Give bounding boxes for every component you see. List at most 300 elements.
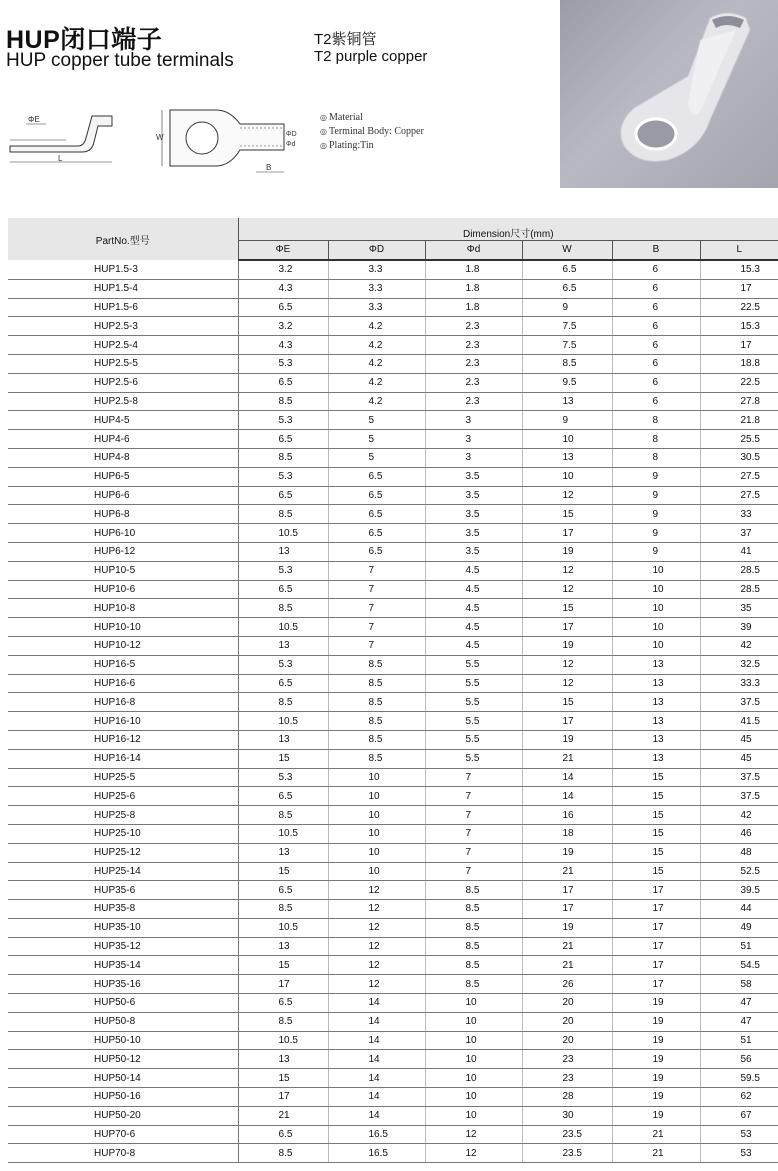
- table-row: [8, 900, 778, 919]
- title-chinese: HUP闭口端子: [6, 26, 163, 54]
- phi-e-cell: 5.3: [238, 467, 328, 486]
- phi-e-cell: 8.5: [238, 448, 328, 467]
- part-number-cell: HUP2.5-3: [8, 317, 238, 336]
- phi-e-cell: 6.5: [238, 1125, 328, 1144]
- l-cell: 39: [700, 618, 778, 637]
- w-cell: 23: [522, 1050, 612, 1069]
- b-cell: 19: [612, 1050, 700, 1069]
- w-cell: 12: [522, 486, 612, 505]
- phi-d-cell: 14: [328, 1012, 425, 1031]
- part-number-cell: HUP2.5-6: [8, 373, 238, 392]
- table-row: [8, 768, 778, 787]
- l-cell: 44: [700, 900, 778, 919]
- spec-list: [320, 111, 424, 153]
- table-row: [8, 354, 778, 373]
- phi-d-cell: 12: [328, 975, 425, 994]
- phi-d-small-cell: 5.5: [425, 674, 522, 693]
- w-cell: 17: [522, 900, 612, 919]
- table-row: [8, 561, 778, 580]
- part-number-cell: HUP6-8: [8, 505, 238, 524]
- w-cell: 8.5: [522, 354, 612, 373]
- phi-d-cell: 7: [328, 636, 425, 655]
- phi-d-small-cell: 7: [425, 787, 522, 806]
- table-row: [8, 693, 778, 712]
- b-cell: 8: [612, 448, 700, 467]
- table-row: [8, 1125, 778, 1144]
- w-cell: 9: [522, 411, 612, 430]
- b-cell: 19: [612, 1088, 700, 1107]
- table-row: [8, 580, 778, 599]
- w-cell: 30: [522, 1106, 612, 1125]
- phi-d-cell: 4.2: [328, 354, 425, 373]
- b-cell: 10: [612, 636, 700, 655]
- part-number-cell: HUP16-5: [8, 655, 238, 674]
- part-number-cell: HUP25-6: [8, 787, 238, 806]
- phi-d-small-cell: 8.5: [425, 900, 522, 919]
- part-number-cell: HUP35-14: [8, 956, 238, 975]
- w-cell: 20: [522, 994, 612, 1013]
- table-row: [8, 1088, 778, 1107]
- b-cell: 13: [612, 749, 700, 768]
- phi-d-small-cell: 7: [425, 806, 522, 825]
- phi-e-cell: 5.3: [238, 354, 328, 373]
- table-row: [8, 636, 778, 655]
- phi-d-cell: 7: [328, 599, 425, 618]
- dimension-table: [8, 218, 778, 1163]
- w-cell: 15: [522, 599, 612, 618]
- l-cell: 27.8: [700, 392, 778, 411]
- b-cell: 17: [612, 918, 700, 937]
- part-number-cell: HUP25-12: [8, 843, 238, 862]
- l-cell: 62: [700, 1088, 778, 1107]
- phi-d-small-cell: 10: [425, 1031, 522, 1050]
- table-row: [8, 505, 778, 524]
- table-row: [8, 317, 778, 336]
- l-cell: 15.3: [700, 317, 778, 336]
- l-cell: 21.8: [700, 411, 778, 430]
- w-cell: 12: [522, 674, 612, 693]
- phi-d-cell: 3.3: [328, 260, 425, 279]
- part-number-cell: HUP16-12: [8, 730, 238, 749]
- table-row: [8, 1069, 778, 1088]
- b-cell: 19: [612, 994, 700, 1013]
- table-row: [8, 1106, 778, 1125]
- phi-e-cell: 4.3: [238, 336, 328, 355]
- phi-e-cell: 13: [238, 1050, 328, 1069]
- table-row: [8, 599, 778, 618]
- phi-d-small-cell: 7: [425, 824, 522, 843]
- part-number-cell: HUP25-8: [8, 806, 238, 825]
- part-number-cell: HUP16-8: [8, 693, 238, 712]
- phi-e-cell: 6.5: [238, 373, 328, 392]
- table-row: [8, 712, 778, 731]
- l-cell: 33: [700, 505, 778, 524]
- w-cell: 21: [522, 956, 612, 975]
- w-cell: 17: [522, 712, 612, 731]
- l-cell: 28.5: [700, 561, 778, 580]
- phi-d-small-cell: 3: [425, 411, 522, 430]
- table-row: [8, 1012, 778, 1031]
- phi-e-cell: 15: [238, 1069, 328, 1088]
- material-chinese: T2紫铜管: [314, 31, 377, 48]
- w-cell: 12: [522, 580, 612, 599]
- part-number-cell: HUP25-10: [8, 824, 238, 843]
- phi-d-cell: 10: [328, 768, 425, 787]
- b-cell: 9: [612, 542, 700, 561]
- l-cell: 45: [700, 749, 778, 768]
- w-cell: 16: [522, 806, 612, 825]
- phi-d-small-cell: 3: [425, 448, 522, 467]
- phi-d-small-cell: 10: [425, 1088, 522, 1107]
- phi-d-cell: 12: [328, 956, 425, 975]
- phi-e-cell: 13: [238, 843, 328, 862]
- phi-d-cell: 4.2: [328, 392, 425, 411]
- phi-e-cell: 6.5: [238, 486, 328, 505]
- table-row: [8, 824, 778, 843]
- phi-d-small-cell: 3.5: [425, 524, 522, 543]
- phi-d-small-cell: 2.3: [425, 336, 522, 355]
- b-cell: 17: [612, 956, 700, 975]
- b-cell: 17: [612, 900, 700, 919]
- l-cell: 48: [700, 843, 778, 862]
- phi-d-cell: 8.5: [328, 693, 425, 712]
- phi-d-small-cell: 3.5: [425, 505, 522, 524]
- col-header-b: B: [612, 240, 700, 260]
- part-number-cell: HUP10-5: [8, 561, 238, 580]
- phi-d-small-cell: 2.3: [425, 317, 522, 336]
- phi-d-small-cell: 1.8: [425, 298, 522, 317]
- phi-e-cell: 13: [238, 730, 328, 749]
- phi-e-cell: 3.2: [238, 260, 328, 279]
- spec-body: ◎ Terminal Body: Copper: [320, 125, 424, 139]
- phi-d-cell: 5: [328, 448, 425, 467]
- l-cell: 39.5: [700, 881, 778, 900]
- part-number-cell: HUP16-10: [8, 712, 238, 731]
- part-number-cell: HUP35-16: [8, 975, 238, 994]
- phi-d-cell: 14: [328, 1088, 425, 1107]
- phi-d-small-cell: 2.3: [425, 392, 522, 411]
- w-cell: 7.5: [522, 336, 612, 355]
- phi-d-cell: 5: [328, 430, 425, 449]
- part-number-cell: HUP25-14: [8, 862, 238, 881]
- w-cell: 12: [522, 655, 612, 674]
- phi-e-cell: 10.5: [238, 824, 328, 843]
- phi-d-small-cell: 4.5: [425, 561, 522, 580]
- phi-e-cell: 8.5: [238, 693, 328, 712]
- phi-d-cell: 6.5: [328, 467, 425, 486]
- w-cell: 17: [522, 881, 612, 900]
- phi-d-small-cell: 10: [425, 994, 522, 1013]
- phi-e-cell: 13: [238, 937, 328, 956]
- part-number-cell: HUP50-14: [8, 1069, 238, 1088]
- part-number-cell: HUP6-6: [8, 486, 238, 505]
- phi-e-cell: 15: [238, 862, 328, 881]
- l-cell: 51: [700, 1031, 778, 1050]
- table-row: [8, 336, 778, 355]
- l-cell: 37: [700, 524, 778, 543]
- table-row: [8, 298, 778, 317]
- w-cell: 23.5: [522, 1125, 612, 1144]
- phi-d-small-cell: 2.3: [425, 373, 522, 392]
- l-cell: 32.5: [700, 655, 778, 674]
- phi-d-cell: 3.3: [328, 279, 425, 298]
- phi-d-small-cell: 7: [425, 843, 522, 862]
- b-cell: 17: [612, 937, 700, 956]
- phi-e-cell: 21: [238, 1106, 328, 1125]
- phi-d-small-cell: 1.8: [425, 279, 522, 298]
- l-cell: 51: [700, 937, 778, 956]
- title-english: HUP copper tube terminals: [6, 50, 234, 71]
- part-number-cell: HUP70-6: [8, 1125, 238, 1144]
- material-english: T2 purple copper: [314, 48, 428, 65]
- l-cell: 27.5: [700, 486, 778, 505]
- b-cell: 13: [612, 712, 700, 731]
- w-cell: 28: [522, 1088, 612, 1107]
- b-cell: 6: [612, 373, 700, 392]
- part-number-cell: HUP35-6: [8, 881, 238, 900]
- b-cell: 19: [612, 1031, 700, 1050]
- b-cell: 21: [612, 1144, 700, 1163]
- part-number-cell: HUP50-16: [8, 1088, 238, 1107]
- phi-d-small-cell: 8.5: [425, 956, 522, 975]
- phi-e-cell: 8.5: [238, 599, 328, 618]
- table-row: [8, 430, 778, 449]
- phi-e-cell: 15: [238, 956, 328, 975]
- w-cell: 23.5: [522, 1144, 612, 1163]
- w-cell: 20: [522, 1031, 612, 1050]
- l-cell: 37.5: [700, 693, 778, 712]
- w-cell: 21: [522, 862, 612, 881]
- phi-e-cell: 15: [238, 749, 328, 768]
- part-number-cell: HUP50-10: [8, 1031, 238, 1050]
- phi-e-cell: 5.3: [238, 655, 328, 674]
- b-cell: 6: [612, 298, 700, 317]
- part-number-cell: HUP10-10: [8, 618, 238, 637]
- phi-d-small-cell: 4.5: [425, 580, 522, 599]
- part-number-cell: HUP35-12: [8, 937, 238, 956]
- table-row: [8, 542, 778, 561]
- b-cell: 6: [612, 392, 700, 411]
- b-cell: 13: [612, 655, 700, 674]
- phi-d-cell: 8.5: [328, 655, 425, 674]
- l-cell: 18.8: [700, 354, 778, 373]
- l-cell: 53: [700, 1144, 778, 1163]
- l-cell: 28.5: [700, 580, 778, 599]
- table-row: [8, 1031, 778, 1050]
- table-row: [8, 1050, 778, 1069]
- l-cell: 42: [700, 636, 778, 655]
- l-cell: 35: [700, 599, 778, 618]
- l-cell: 22.5: [700, 373, 778, 392]
- table-row: [8, 467, 778, 486]
- w-cell: 6.5: [522, 260, 612, 279]
- phi-e-cell: 13: [238, 636, 328, 655]
- phi-d-small-cell: 10: [425, 1012, 522, 1031]
- part-number-cell: HUP4-8: [8, 448, 238, 467]
- w-cell: 18: [522, 824, 612, 843]
- col-header-w: W: [522, 240, 612, 260]
- phi-d-cell: 12: [328, 937, 425, 956]
- w-cell: 17: [522, 524, 612, 543]
- table-row: [8, 260, 778, 279]
- l-cell: 42: [700, 806, 778, 825]
- w-cell: 19: [522, 636, 612, 655]
- phi-d-cell: 12: [328, 918, 425, 937]
- part-number-cell: HUP10-12: [8, 636, 238, 655]
- phi-e-cell: 5.3: [238, 561, 328, 580]
- label-phi-d-small: Φd: [286, 141, 296, 148]
- phi-e-cell: 8.5: [238, 1012, 328, 1031]
- b-cell: 21: [612, 1125, 700, 1144]
- l-cell: 37.5: [700, 787, 778, 806]
- table-row: [8, 862, 778, 881]
- phi-d-small-cell: 3.5: [425, 467, 522, 486]
- phi-d-cell: 12: [328, 881, 425, 900]
- b-cell: 19: [612, 1106, 700, 1125]
- table-row: [8, 806, 778, 825]
- l-cell: 27.5: [700, 467, 778, 486]
- w-cell: 7.5: [522, 317, 612, 336]
- l-cell: 58: [700, 975, 778, 994]
- b-cell: 15: [612, 843, 700, 862]
- phi-e-cell: 6.5: [238, 994, 328, 1013]
- part-number-cell: HUP6-12: [8, 542, 238, 561]
- phi-d-small-cell: 10: [425, 1050, 522, 1069]
- col-header-l: L: [700, 240, 778, 260]
- l-cell: 17: [700, 279, 778, 298]
- phi-e-cell: 17: [238, 975, 328, 994]
- w-cell: 6.5: [522, 279, 612, 298]
- table-row: [8, 1144, 778, 1163]
- l-cell: 56: [700, 1050, 778, 1069]
- phi-d-small-cell: 5.5: [425, 730, 522, 749]
- l-cell: 47: [700, 1012, 778, 1031]
- part-number-cell: HUP4-6: [8, 430, 238, 449]
- b-cell: 17: [612, 881, 700, 900]
- phi-d-small-cell: 7: [425, 862, 522, 881]
- phi-d-cell: 4.2: [328, 336, 425, 355]
- l-cell: 54.5: [700, 956, 778, 975]
- b-cell: 9: [612, 505, 700, 524]
- w-cell: 19: [522, 542, 612, 561]
- phi-d-cell: 14: [328, 1069, 425, 1088]
- part-number-cell: HUP35-10: [8, 918, 238, 937]
- l-cell: 41: [700, 542, 778, 561]
- part-number-cell: HUP16-6: [8, 674, 238, 693]
- l-cell: 46: [700, 824, 778, 843]
- table-row: [8, 881, 778, 900]
- phi-d-small-cell: 1.8: [425, 260, 522, 279]
- b-cell: 10: [612, 561, 700, 580]
- phi-d-small-cell: 10: [425, 1069, 522, 1088]
- table-row: [8, 411, 778, 430]
- table-row: [8, 918, 778, 937]
- b-cell: 8: [612, 430, 700, 449]
- phi-d-small-cell: 12: [425, 1125, 522, 1144]
- part-number-cell: HUP10-8: [8, 599, 238, 618]
- phi-d-cell: 12: [328, 900, 425, 919]
- w-cell: 26: [522, 975, 612, 994]
- table-row: [8, 486, 778, 505]
- phi-d-cell: 14: [328, 1031, 425, 1050]
- part-number-cell: HUP2.5-4: [8, 336, 238, 355]
- phi-d-cell: 14: [328, 994, 425, 1013]
- phi-e-cell: 5.3: [238, 768, 328, 787]
- phi-d-cell: 8.5: [328, 749, 425, 768]
- w-cell: 9: [522, 298, 612, 317]
- phi-e-cell: 4.3: [238, 279, 328, 298]
- phi-d-small-cell: 5.5: [425, 712, 522, 731]
- b-cell: 15: [612, 806, 700, 825]
- phi-e-cell: 10.5: [238, 524, 328, 543]
- b-cell: 15: [612, 862, 700, 881]
- phi-d-small-cell: 8.5: [425, 975, 522, 994]
- phi-d-cell: 6.5: [328, 505, 425, 524]
- table-row: [8, 730, 778, 749]
- phi-e-cell: 6.5: [238, 674, 328, 693]
- b-cell: 19: [612, 1069, 700, 1088]
- phi-e-cell: 10.5: [238, 1031, 328, 1050]
- phi-e-cell: 8.5: [238, 505, 328, 524]
- table-row: [8, 392, 778, 411]
- phi-d-cell: 6.5: [328, 486, 425, 505]
- w-cell: 21: [522, 937, 612, 956]
- w-cell: 13: [522, 448, 612, 467]
- phi-e-cell: 3.2: [238, 317, 328, 336]
- phi-d-small-cell: 8.5: [425, 937, 522, 956]
- w-cell: 15: [522, 693, 612, 712]
- b-cell: 6: [612, 336, 700, 355]
- part-number-cell: HUP50-20: [8, 1106, 238, 1125]
- phi-d-cell: 8.5: [328, 674, 425, 693]
- b-cell: 19: [612, 1012, 700, 1031]
- l-cell: 47: [700, 994, 778, 1013]
- catalog-header: [0, 0, 778, 200]
- phi-e-cell: 8.5: [238, 806, 328, 825]
- phi-e-cell: 6.5: [238, 580, 328, 599]
- l-cell: 41.5: [700, 712, 778, 731]
- phi-d-cell: 5: [328, 411, 425, 430]
- w-cell: 19: [522, 730, 612, 749]
- phi-d-cell: 16.5: [328, 1125, 425, 1144]
- phi-e-cell: 17: [238, 1088, 328, 1107]
- phi-d-cell: 3.3: [328, 298, 425, 317]
- l-cell: 15.3: [700, 260, 778, 279]
- phi-d-small-cell: 4.5: [425, 599, 522, 618]
- phi-d-cell: 7: [328, 618, 425, 637]
- phi-d-small-cell: 4.5: [425, 618, 522, 637]
- phi-d-cell: 8.5: [328, 712, 425, 731]
- phi-d-cell: 7: [328, 561, 425, 580]
- phi-d-cell: 8.5: [328, 730, 425, 749]
- phi-d-small-cell: 8.5: [425, 881, 522, 900]
- phi-d-cell: 10: [328, 824, 425, 843]
- w-cell: 19: [522, 843, 612, 862]
- phi-d-small-cell: 12: [425, 1144, 522, 1163]
- phi-e-cell: 6.5: [238, 881, 328, 900]
- phi-d-cell: 16.5: [328, 1144, 425, 1163]
- part-number-cell: HUP50-12: [8, 1050, 238, 1069]
- phi-d-cell: 10: [328, 806, 425, 825]
- phi-d-cell: 10: [328, 843, 425, 862]
- phi-d-small-cell: 3.5: [425, 542, 522, 561]
- phi-e-cell: 10.5: [238, 712, 328, 731]
- table-row: [8, 373, 778, 392]
- w-cell: 10: [522, 430, 612, 449]
- l-cell: 25.5: [700, 430, 778, 449]
- w-cell: 13: [522, 392, 612, 411]
- b-cell: 15: [612, 787, 700, 806]
